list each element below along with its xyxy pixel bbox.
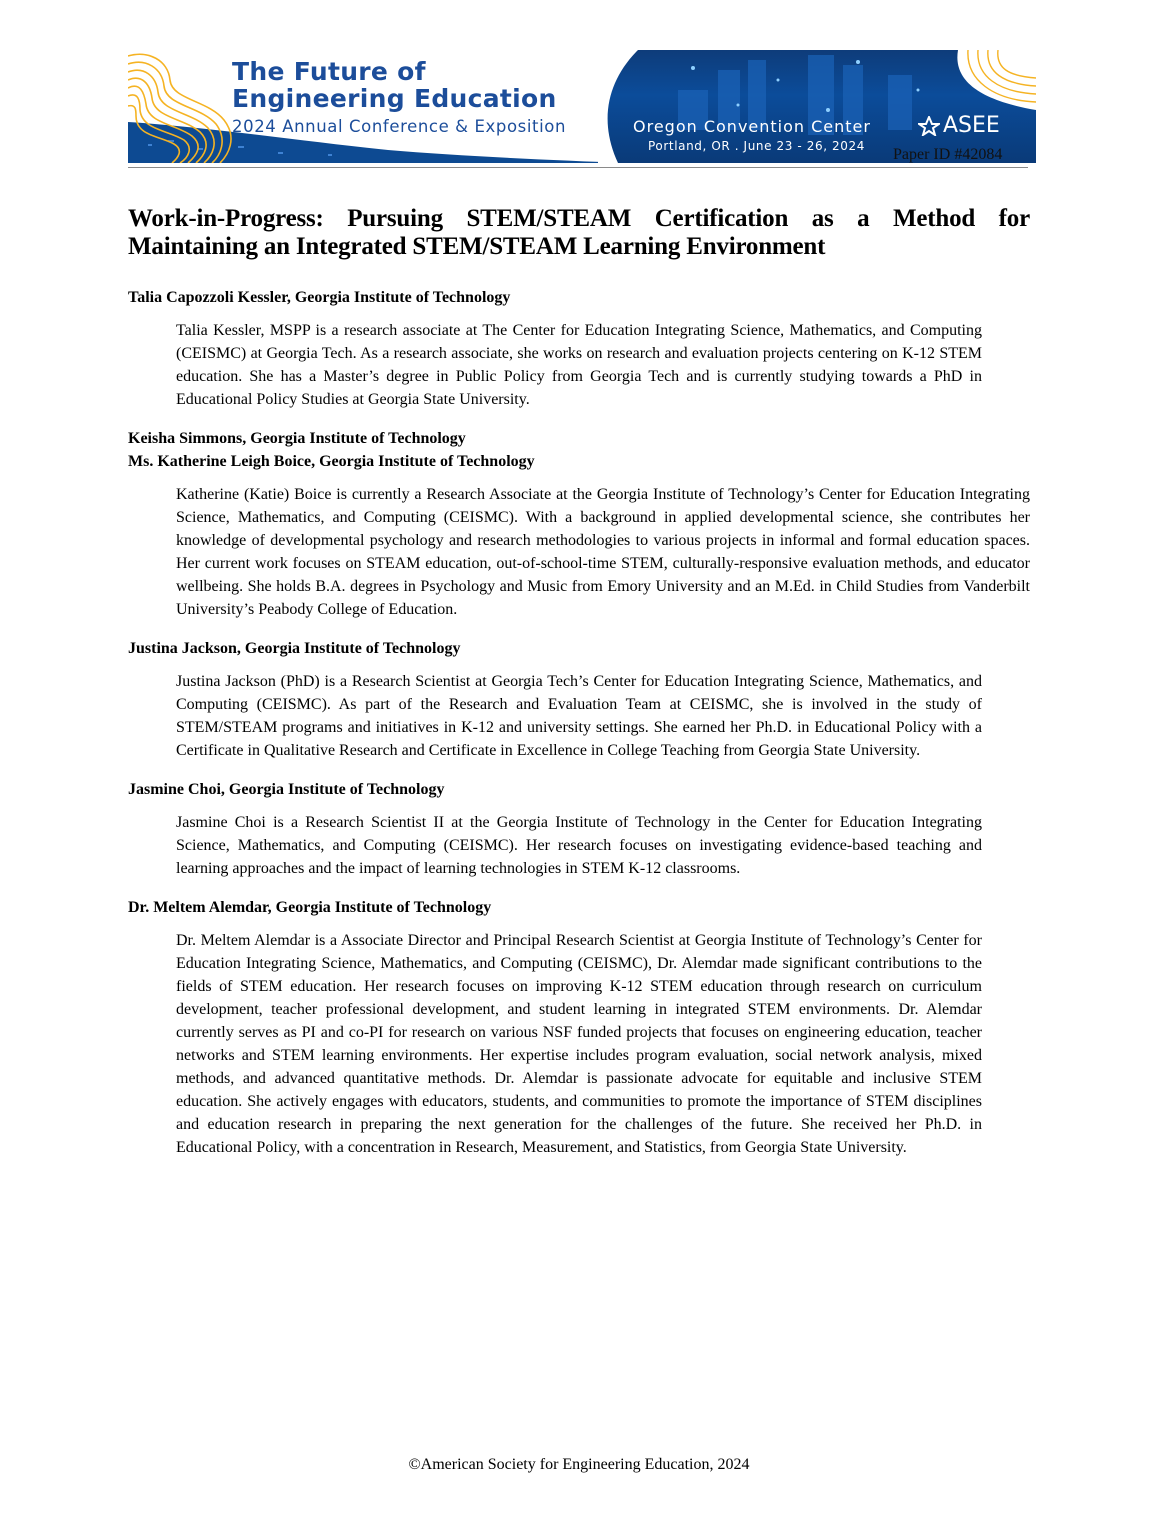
author-block bbox=[128, 896, 1030, 1159]
asee-logo bbox=[918, 113, 1000, 138]
paper-title: Work-in-Progress: Pursuing STEM/STEAM Certification as a Method for Maintaining an Integrated STEM/STEAM Learning Environment bbox=[128, 205, 1030, 260]
author-list bbox=[128, 286, 1030, 1170]
asee-logo-text: ASEE bbox=[943, 113, 1000, 138]
author-block bbox=[128, 450, 1030, 621]
author-bio: Justina Jackson (PhD) is a Research Scientist at Georgia Tech’s Center for Education Integrating Science, Mathematics, and Computing (CEISMC). As part of the Research and Evaluation Team at CEISMC, she is involved in the study of STEM/STEAM programs and initiatives in K-12 and university settings. She earned her Ph.D. in Educational Policy with a Certificate in Qualitative Research and Certificate in Excellence in College Teaching from Georgia State University. bbox=[176, 673, 982, 759]
author-name: Dr. Meltem Alemdar, Georgia Institute of Technology bbox=[128, 899, 492, 916]
author-bio: Jasmine Choi is a Research Scientist II at the Georgia Institute of Technology in the Center for Education Integrating Science, Mathematics, and Computing (CEISMC). Her research focuses on investigating evidence-based teaching and learning approaches and the impact of learning technologies in STEM K-12 classrooms. bbox=[176, 814, 982, 877]
author-block bbox=[128, 778, 1030, 880]
author-name: Ms. Katherine Leigh Boice, Georgia Institute of Technology bbox=[128, 453, 535, 470]
author-bio: Dr. Meltem Alemdar is a Associate Director and Principal Research Scientist at Georgia Institute of Technology’s Center for Education Integrating Science, Mathematics, and Computing (CEISMC), Dr. Alemdar made significant contributions to the fields of STEM education. Her research focuses on improving K-12 STEM education through research on curriculum development, teacher professional development, and student learning in integrated STEM environments. Dr. Alemdar currently serves as PI and co-PI for research on various NSF funded projects that focuses on engineering education, teacher networks and STEM learning environments. Her expertise includes program evaluation, social network analysis, mixed methods, and advanced quantitative methods. Dr. Alemdar is passionate advocate for equitable and inclusive STEM education. She actively engages with educators, students, and communities to promote the importance of STEM disciplines and education research in preparing the next generation for the challenges of the future. She received her Ph.D. in Educational Policy, with a concentration in Research, Measurement, and Statistics, from Georgia State University. bbox=[176, 932, 982, 1156]
banner-venue: Oregon Convention Center bbox=[633, 117, 871, 136]
copyright-footer: ©American Society for Engineering Education, 2024 bbox=[408, 1456, 750, 1473]
author-name: Talia Capozzoli Kessler, Georgia Institute of Technology bbox=[128, 289, 511, 306]
author-bio: Talia Kessler, MSPP is a research associate at The Center for Education Integrating Science, Mathematics, and Computing (CEISMC) at Georgia Tech. As a research associate, she works on research and evaluation projects centering on K-12 STEM education. She has a Master’s degree in Public Policy from Georgia Tech and is currently studying towards a PhD in Educational Policy Studies at Georgia State University. bbox=[176, 322, 982, 408]
banner-title-line2: Engineering Education bbox=[232, 84, 557, 113]
author-block bbox=[128, 427, 1030, 450]
banner-title bbox=[232, 58, 557, 112]
author-bio: Katherine (Katie) Boice is currently a Research Associate at the Georgia Institute of Technology’s Center for Education Integrating Science, Mathematics, and Computing (CEISMC). With a background in applied developmental science, she contributes her knowledge of developmental psychology and research methodologies to various projects in informal and formal education spaces. Her current work focuses on STEAM education, out-of-school-time STEM, culturally-responsive evaluation methods, and educator wellbeing. She holds B.A. degrees in Psychology and Music from Emory University and an M.Ed. in Child Studies from Vanderbilt University’s Peabody College of Education. bbox=[176, 486, 1030, 618]
banner-subtitle: 2024 Annual Conference & Exposition bbox=[232, 117, 567, 136]
author-name: Justina Jackson, Georgia Institute of Technology bbox=[128, 640, 461, 657]
header-divider bbox=[128, 167, 1028, 168]
banner-title-line1: The Future of bbox=[232, 57, 426, 86]
banner-dates: Portland, OR . June 23 - 26, 2024 bbox=[648, 139, 865, 153]
author-block bbox=[128, 637, 1030, 762]
author-name: Keisha Simmons, Georgia Institute of Technology bbox=[128, 430, 466, 447]
asee-star-icon bbox=[918, 116, 940, 136]
author-block bbox=[128, 286, 1030, 411]
author-name: Jasmine Choi, Georgia Institute of Technology bbox=[128, 781, 445, 798]
paper-id: Paper ID #42084 bbox=[893, 146, 1003, 163]
